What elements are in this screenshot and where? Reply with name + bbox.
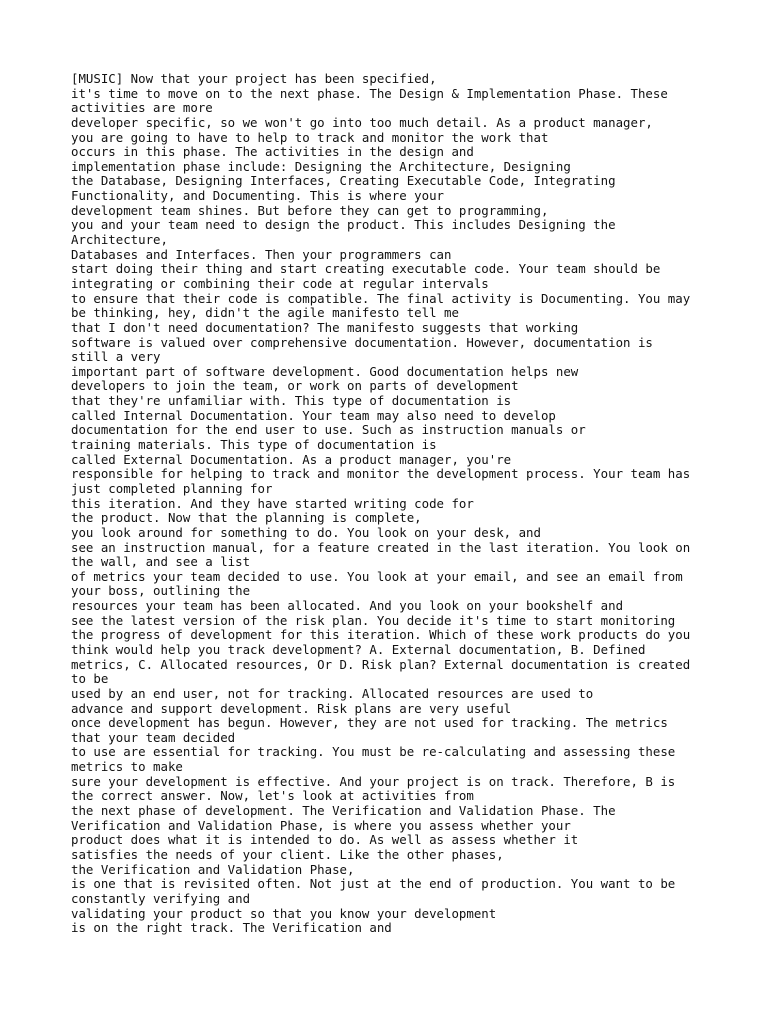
transcript-line: training materials. This type of documentation is bbox=[71, 437, 437, 453]
transcript-line: validating your product so that you know your development bbox=[71, 905, 497, 921]
transcript-line: metrics, C. Allocated resources, Or D. Risk plan? External documentation is created bbox=[71, 656, 691, 672]
transcript-line: resources your team has been allocated. And you look on your bookshelf and bbox=[71, 598, 624, 614]
transcript-line: development team shines. But before they can get to programming, bbox=[71, 202, 549, 218]
transcript-line: responsible for helping to track and monitor the development process. Your team has bbox=[71, 466, 691, 482]
transcript-line: that they're unfamiliar with. This type of documentation is bbox=[71, 393, 512, 409]
transcript-line: just completed planning for bbox=[71, 480, 273, 496]
transcript-line: Architecture, bbox=[71, 232, 168, 248]
transcript-line: implementation phase include: Designing the Architecture, Designing bbox=[71, 158, 571, 174]
transcript-line: developers to join the team, or work on parts of development bbox=[71, 378, 519, 394]
transcript-line: once development has begun. However, they are not used for tracking. The metrics bbox=[71, 715, 668, 731]
transcript-text bbox=[71, 72, 761, 936]
transcript-line: to ensure that their code is compatible. The final activity is Documenting. You may bbox=[71, 290, 691, 306]
transcript-line: satisfies the needs of your client. Like the other phases, bbox=[71, 846, 504, 862]
transcript-line: Databases and Interfaces. Then your programmers can bbox=[71, 246, 452, 262]
transcript-line: you and your team need to design the product. This includes Designing the bbox=[71, 217, 616, 233]
transcript-line: to use are essential for tracking. You must be re-calculating and assessing these bbox=[71, 744, 676, 760]
transcript-line: occurs in this phase. The activities in the design and bbox=[71, 144, 474, 160]
transcript-line: integrating or combining their code at regular intervals bbox=[71, 275, 489, 291]
transcript-line: the next phase of development. The Verification and Validation Phase. The bbox=[71, 803, 616, 819]
transcript-line: the Database, Designing Interfaces, Creating Executable Code, Integrating bbox=[71, 173, 616, 189]
transcript-line: Verification and Validation Phase, is where you assess whether your bbox=[71, 817, 571, 833]
transcript-line: called Internal Documentation. Your team may also need to develop bbox=[71, 407, 556, 423]
transcript-line: developer specific, so we won't go into too much detail. As a product manager, bbox=[71, 114, 653, 130]
transcript-line: this iteration. And they have started writing code for bbox=[71, 495, 474, 511]
transcript-line: the wall, and see a list bbox=[71, 554, 251, 570]
transcript-line: metrics to make bbox=[71, 759, 183, 775]
transcript-line: see an instruction manual, for a feature created in the last iteration. You look on bbox=[71, 539, 691, 555]
transcript-line: you look around for something to do. You look on your desk, and bbox=[71, 524, 541, 540]
transcript-line: documentation for the end user to use. Such as instruction manuals or bbox=[71, 422, 586, 438]
transcript-line: important part of software development. Good documentation helps new bbox=[71, 363, 579, 379]
transcript-line: the correct answer. Now, let's look at activities from bbox=[71, 788, 474, 804]
transcript-line: be thinking, hey, didn't the agile manifesto tell me bbox=[71, 305, 459, 321]
transcript-line: constantly verifying and bbox=[71, 890, 251, 906]
transcript-line: the product. Now that the planning is complete, bbox=[71, 510, 422, 526]
transcript-line: software is valued over comprehensive documentation. However, documentation is bbox=[71, 334, 653, 350]
transcript-line: used by an end user, not for tracking. Allocated resources are used to bbox=[71, 685, 594, 701]
transcript-line: you are going to have to help to track and monitor the work that bbox=[71, 129, 549, 145]
transcript-line: sure your development is effective. And your project is on track. Therefore, B is bbox=[71, 773, 676, 789]
transcript-line: [MUSIC] Now that your project has been specified, bbox=[71, 71, 437, 86]
transcript-line: called External Documentation. As a product manager, you're bbox=[71, 451, 512, 467]
transcript-line: the Verification and Validation Phase, bbox=[71, 861, 355, 877]
transcript-line: your boss, outlining the bbox=[71, 583, 251, 599]
transcript-line: that your team decided bbox=[71, 729, 236, 745]
transcript-line: is on the right track. The Verification and bbox=[71, 920, 392, 936]
transcript-line: think would help you track development? A. External documentation, B. Defined bbox=[71, 641, 646, 657]
transcript-line: advance and support development. Risk plans are very useful bbox=[71, 700, 512, 716]
transcript-line: still a very bbox=[71, 349, 161, 365]
transcript-line: it's time to move on to the next phase. The Design & Implementation Phase. These bbox=[71, 85, 668, 101]
transcript-line: Functionality, and Documenting. This is where your bbox=[71, 188, 444, 204]
transcript-line: start doing their thing and start creating executable code. Your team should be bbox=[71, 261, 661, 277]
transcript-line: product does what it is intended to do. As well as assess whether it bbox=[71, 832, 579, 848]
transcript-line: see the latest version of the risk plan. You decide it's time to start monitoring bbox=[71, 612, 676, 628]
transcript-line: activities are more bbox=[71, 100, 213, 116]
transcript-line: is one that is revisited often. Not just at the end of production. You want to be bbox=[71, 876, 676, 892]
transcript-line: the progress of development for this iteration. Which of these work products do you bbox=[71, 627, 691, 643]
transcript-line: of metrics your team decided to use. You look at your email, and see an email from bbox=[71, 568, 683, 584]
transcript-line: that I don't need documentation? The manifesto suggests that working bbox=[71, 319, 579, 335]
transcript-line: to be bbox=[71, 671, 109, 687]
